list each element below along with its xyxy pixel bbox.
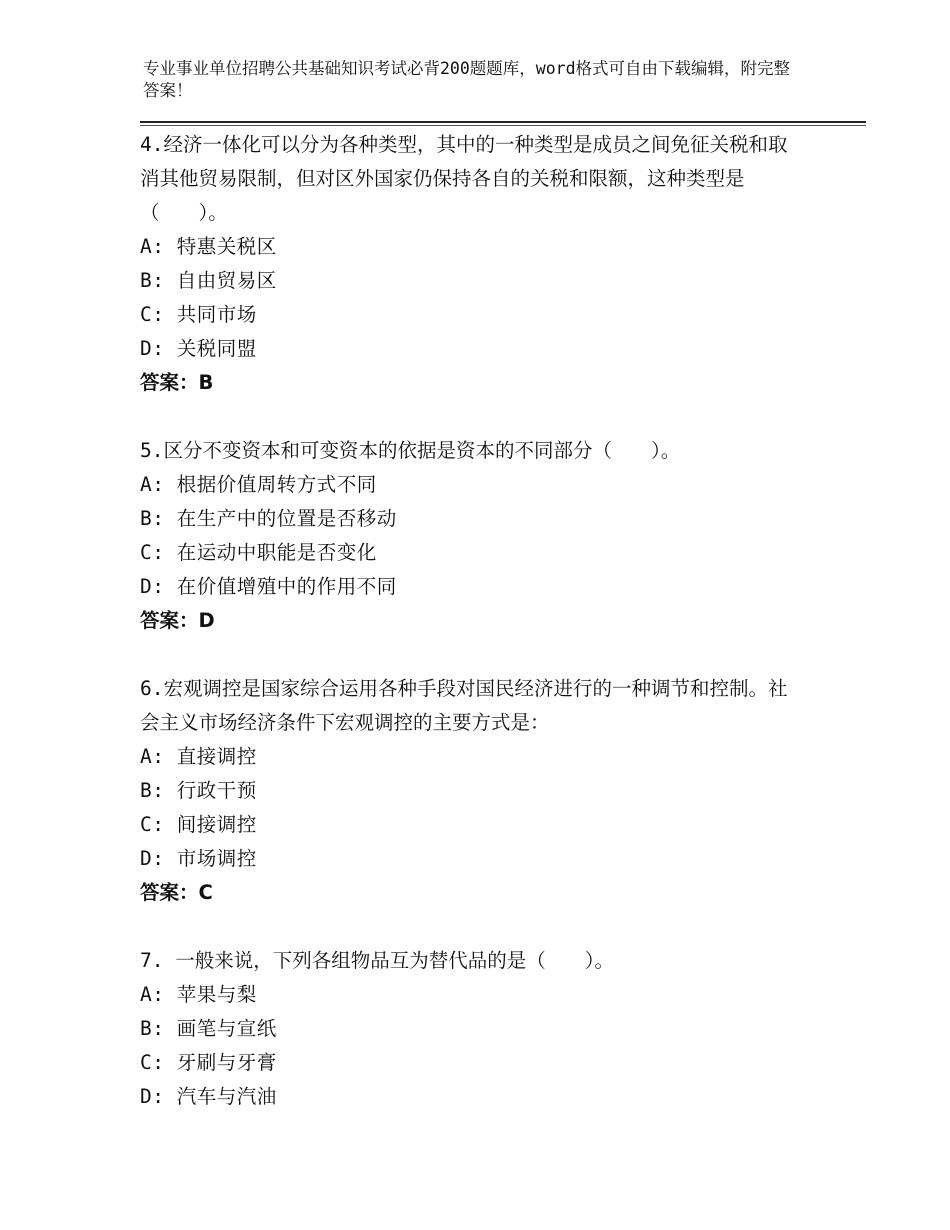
- option-d: D: 在价值增殖中的作用不同: [140, 575, 397, 598]
- option-c: C: 在运动中职能是否变化: [140, 541, 377, 564]
- option-a: A: 直接调控: [140, 745, 257, 768]
- header-rule-thick: [140, 121, 866, 123]
- option-c: C: 间接调控: [140, 813, 257, 836]
- option-b: B: 自由贸易区: [140, 269, 277, 292]
- question-list: [140, 128, 800, 1148]
- answer: 答案：C: [140, 881, 213, 904]
- question-stem: 6.宏观调控是国家综合运用各种手段对国民经济进行的一种调节和控制。社会主义市场经济条件下宏观调控的主要方式是：: [140, 677, 788, 734]
- document-header: 专业事业单位招聘公共基础知识考试必背200题题库，word格式可自由下载编辑，附完整答案！: [143, 59, 791, 100]
- question-stem: 4.经济一体化可以分为各种类型，其中的一种类型是成员之间免征关税和取消其他贸易限制，但对区外国家仍保持各自的关税和限额，这种类型是（ ）。: [140, 133, 788, 224]
- option-c: C: 共同市场: [140, 303, 257, 326]
- question-stem: 5.区分不变资本和可变资本的依据是资本的不同部分（ ）。: [140, 439, 681, 462]
- option-b: B: 在生产中的位置是否移动: [140, 507, 397, 530]
- answer: 答案：D: [140, 609, 215, 632]
- question-7: [140, 944, 800, 1114]
- answer: 答案：B: [140, 371, 214, 394]
- header-rule-thin: [140, 125, 866, 126]
- option-a: A: 苹果与梨: [140, 983, 257, 1006]
- option-d: D: 关税同盟: [140, 337, 257, 360]
- option-b: B: 行政干预: [140, 779, 257, 802]
- question-6: [140, 672, 800, 910]
- option-d: D: 汽车与汽油: [140, 1085, 277, 1108]
- option-a: A: 根据价值周转方式不同: [140, 473, 377, 496]
- question-5: [140, 434, 800, 638]
- option-a: A: 特惠关税区: [140, 235, 277, 258]
- option-c: C: 牙刷与牙膏: [140, 1051, 277, 1074]
- question-4: [140, 128, 800, 400]
- option-d: D: 市场调控: [140, 847, 257, 870]
- option-b: B: 画笔与宣纸: [140, 1017, 277, 1040]
- question-stem: 7. 一般来说，下列各组物品互为替代品的是（ ）。: [140, 949, 614, 972]
